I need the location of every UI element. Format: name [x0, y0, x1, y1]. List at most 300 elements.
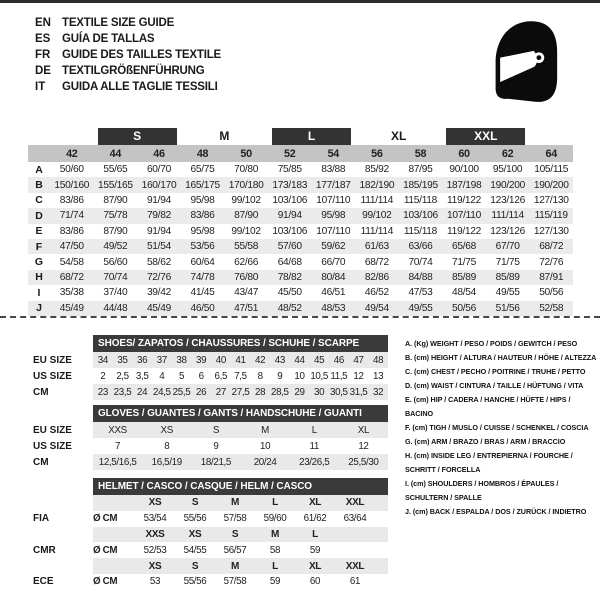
cell: 48/52 [277, 302, 302, 314]
gloves-table-body [33, 422, 388, 470]
cell: 35 [117, 354, 128, 366]
cell: 51/54 [146, 241, 171, 253]
cell: 53 [149, 576, 161, 588]
cell: 91/94 [146, 194, 171, 206]
cell: M [261, 424, 269, 436]
cell: 41 [235, 354, 246, 366]
cell: 23 [97, 386, 108, 398]
cell: 45/49 [59, 302, 84, 314]
cell: 190/200 [490, 179, 525, 191]
cell: 10 [294, 370, 305, 382]
cell: 87/90 [234, 210, 259, 222]
cell: XXS [108, 424, 127, 436]
cell: 103/106 [403, 210, 438, 222]
cell: 78/82 [277, 271, 302, 283]
cell: 111/114 [360, 194, 394, 206]
guide-title: TEXTILGRÖßENFÜHRUNG [62, 65, 205, 77]
cell: S [212, 424, 219, 436]
cell: 2,5 [116, 370, 129, 382]
cell: 74/78 [190, 271, 215, 283]
cell: 90/100 [449, 164, 479, 176]
cell: 85/92 [364, 164, 389, 176]
row-label: F [35, 240, 43, 253]
cell: 123/126 [490, 225, 525, 237]
cell: 3,5 [135, 370, 149, 382]
language-row [35, 15, 221, 31]
table-row [33, 384, 388, 400]
cell: 99/102 [231, 225, 261, 237]
cell: 46/52 [364, 287, 389, 299]
size-group-xl: XL [390, 128, 407, 143]
size-col-54: 54 [327, 147, 339, 160]
cell: 61/63 [364, 241, 389, 253]
cell: 42 [255, 354, 266, 366]
size-group-empty [54, 128, 90, 145]
cell: 55/58 [234, 241, 259, 253]
cell: 107/110 [316, 225, 351, 237]
cell: 70/80 [234, 164, 259, 176]
cell: 43 [274, 354, 285, 366]
language-row [35, 63, 221, 79]
cell: 52/53 [143, 544, 167, 556]
cell: 49/55 [408, 302, 433, 314]
table-row [33, 511, 388, 527]
cell: 99/102 [231, 194, 261, 206]
cell: 170/180 [228, 179, 264, 191]
cell: 190/200 [533, 179, 569, 191]
cell: 71/74 [59, 210, 84, 222]
row-values [93, 454, 388, 470]
row-label: CM [33, 386, 49, 398]
row-label: US SIZE [33, 370, 72, 382]
cell: 59/62 [321, 241, 346, 253]
language-code: FR [35, 49, 51, 61]
cell: 10,5 [310, 370, 328, 382]
cell: 56/57 [223, 544, 247, 556]
cell: 48/54 [452, 287, 477, 299]
cell: 83/86 [190, 210, 215, 222]
cell: 105/115 [534, 164, 569, 176]
size-col-48: 48 [196, 147, 209, 160]
cell: 72/76 [146, 271, 171, 283]
shoes-table-title: SHOES/ ZAPATOS / CHAUSSURES / SCHUHE / SCARPE [93, 335, 388, 352]
cell: 12 [353, 370, 364, 382]
language-row [35, 79, 221, 95]
cell: 45/49 [146, 302, 171, 314]
size-group-s: S [98, 128, 177, 145]
cell: 57/60 [277, 241, 302, 253]
cell: 111/114 [491, 210, 524, 222]
cell: 54/55 [183, 544, 207, 556]
cell: L [272, 497, 278, 509]
cell: 24,5 [152, 386, 171, 398]
table-row [28, 162, 573, 177]
cell: 2 [100, 370, 106, 382]
cell: 103/106 [272, 225, 308, 237]
cell: XXL [345, 560, 365, 572]
size-col-46: 46 [153, 147, 165, 160]
table-row [28, 254, 573, 269]
row-label: ECE [33, 576, 54, 588]
cell: 80/84 [321, 271, 346, 283]
cell: 82/86 [364, 271, 389, 283]
unit-cell: Ø CM [93, 544, 118, 556]
cell: 123/126 [490, 194, 525, 206]
table-row [28, 270, 573, 285]
cell: 103/106 [272, 194, 308, 206]
row-values [93, 352, 388, 368]
cell: 32 [373, 386, 384, 398]
row-label: J [36, 302, 42, 315]
size-col-50: 50 [240, 147, 252, 160]
cell: 85/89 [495, 271, 520, 283]
row-label: H [35, 271, 43, 284]
row-values [93, 368, 388, 384]
cell: 4 [159, 370, 165, 382]
cell: 25,5/30 [348, 456, 379, 468]
cell: 46 [333, 354, 344, 366]
size-group-xxl: XXL [446, 128, 525, 145]
size-col-44: 44 [109, 147, 122, 160]
cell: 23/26,5 [299, 456, 330, 468]
size-col-52: 52 [283, 147, 296, 160]
cell: 53/54 [143, 513, 167, 525]
unit-cell: Ø CM [93, 513, 118, 525]
measurement-item: A. (Kg) WEIGHT / PESO / POIDS / GEWITCH / PESO [405, 339, 578, 348]
cell: 91/94 [277, 210, 302, 222]
cell: XL [357, 424, 370, 436]
cell: 87/91 [539, 271, 564, 283]
cell: 29 [294, 386, 305, 398]
shoes-table-body [33, 352, 388, 400]
size-col-62: 62 [501, 147, 514, 160]
measurement-item: F. (cm) TIGH / MUSLO / CUISSE / SCHENKEL / COSCIA [405, 423, 589, 432]
cell: 59/60 [263, 513, 287, 525]
cell: 62/66 [234, 256, 259, 268]
helmet-size-table [33, 478, 388, 590]
cell: 36 [137, 354, 148, 366]
table-row [33, 454, 388, 470]
cell: 40 [215, 354, 226, 366]
cell: 65/68 [452, 241, 477, 253]
size-col-42: 42 [66, 147, 78, 160]
cell: 60 [309, 576, 321, 588]
cell: 48 [373, 354, 384, 366]
cell: 127/130 [533, 225, 569, 237]
helmet-logo-icon [488, 17, 564, 109]
cell: 11 [309, 440, 319, 452]
table-row [28, 239, 573, 254]
cell: 107/110 [316, 194, 351, 206]
table-row [28, 301, 573, 316]
cell: 87/95 [408, 164, 433, 176]
table-row [33, 422, 388, 438]
size-col-56: 56 [371, 147, 383, 160]
cell: 127/130 [533, 194, 569, 206]
helmet-table-title: HELMET / CASCO / CASQUE / HELM / CASCO [93, 478, 388, 495]
cell: 47 [353, 354, 364, 366]
language-code: EN [35, 17, 51, 29]
cell: 91/94 [146, 225, 171, 237]
cell: 65/75 [190, 164, 215, 176]
cell: 70/74 [103, 271, 128, 283]
cell: 55/56 [183, 513, 207, 525]
cell: M [231, 560, 239, 572]
cell: 71/75 [452, 256, 477, 268]
cell: 28,5 [270, 386, 289, 398]
cell: 46/51 [321, 287, 346, 299]
cell: 48/53 [321, 302, 346, 314]
table-row [33, 574, 388, 590]
cell: 38 [176, 354, 187, 366]
row-label [33, 495, 93, 511]
cell: 12,5/16,5 [98, 456, 137, 468]
cell: 87/90 [103, 225, 128, 237]
language-code: ES [35, 33, 51, 45]
cell: 49/52 [103, 241, 128, 253]
row-label: CM [33, 456, 49, 468]
cell: 27 [215, 386, 226, 398]
cell: 95/98 [190, 194, 215, 206]
gloves-table-title: GLOVES / GUANTES / GANTS / HANDSCHUHE / GUANTI [93, 405, 388, 422]
table-row [33, 438, 388, 454]
cell: 115/118 [403, 194, 438, 206]
cell: 165/175 [185, 179, 220, 191]
cell: 76/80 [234, 271, 259, 283]
row-label: EU SIZE [33, 424, 72, 436]
language-title-list [35, 15, 221, 95]
cell: 84/88 [408, 271, 433, 283]
cell: 95/98 [190, 225, 215, 237]
cell: 56/60 [103, 256, 128, 268]
row-label: D [35, 209, 43, 222]
row-label: G [34, 256, 44, 269]
row-label [33, 558, 93, 574]
cell: 60/64 [190, 256, 215, 268]
cell: 61/62 [303, 513, 327, 525]
cell: 47/53 [408, 287, 433, 299]
cell: 51/56 [495, 302, 520, 314]
cell: 44/48 [103, 302, 128, 314]
cell: 63/64 [343, 513, 367, 525]
cell: 187/198 [446, 179, 482, 191]
language-code: IT [35, 81, 46, 93]
cell: XXS [145, 528, 165, 540]
cell: 60/70 [146, 164, 171, 176]
cell: 160/170 [141, 179, 177, 191]
cell: S [191, 560, 199, 572]
cell: 70/74 [408, 256, 433, 268]
cell: 47/50 [59, 241, 84, 253]
row-values [93, 438, 388, 454]
cell: 39/42 [146, 287, 171, 299]
cell: M [271, 528, 279, 540]
row-values [93, 558, 388, 574]
cell: S [231, 528, 239, 540]
cell: 50/56 [452, 302, 477, 314]
row-label: FIA [33, 513, 50, 525]
dashed-divider [0, 316, 600, 318]
cell: 28 [255, 386, 266, 398]
cell: 6,5 [214, 370, 228, 382]
guide-title: GUÍA DE TALLAS [62, 33, 155, 45]
cell: 87/90 [103, 194, 128, 206]
cell: L [272, 560, 278, 572]
cell: 83/88 [321, 164, 346, 176]
cell: 71/75 [495, 256, 520, 268]
row-values [93, 574, 388, 590]
measurement-item: G. (cm) ARM / BRAZO / BRAS / ARM / BRACCIO [405, 437, 566, 446]
cell: 79/82 [146, 210, 171, 222]
cell: 59 [309, 544, 321, 556]
cell: L [311, 424, 317, 436]
guide-title: GUIDE DES TAILLES TEXTILE [62, 49, 221, 61]
cell: 61 [349, 576, 361, 588]
measurement-item: D. (cm) WAIST / CINTURA / TAILLE / HÜFTUNG / VITA [405, 381, 584, 390]
helmet-table-body [33, 495, 388, 590]
cell: 64/68 [277, 256, 302, 268]
cell: 23,5 [113, 386, 132, 398]
cell: 46/50 [190, 302, 215, 314]
cell: 6 [198, 370, 204, 382]
measurement-item: B. (cm) HEIGHT / ALTURA / HAUTEUR / HÖHE / ALTEZZA [405, 353, 597, 362]
row-values [93, 542, 388, 558]
cell: 67/70 [495, 241, 520, 253]
cell: 47/51 [234, 302, 259, 314]
table-row [28, 177, 573, 192]
cell: 68/72 [364, 256, 389, 268]
row-values [93, 527, 388, 543]
cell: 115/118 [403, 225, 438, 237]
row-label: EU SIZE [33, 354, 72, 366]
cell: 20/24 [253, 456, 277, 468]
cell: 44 [294, 354, 305, 366]
cell: 16,5/19 [151, 456, 182, 468]
table-row [33, 527, 388, 543]
cell: 41/45 [190, 287, 215, 299]
table-row [33, 368, 388, 384]
size-col-60: 60 [458, 147, 470, 160]
cell: 26 [196, 386, 207, 398]
cell: 63/66 [408, 241, 433, 253]
cell: 54/58 [59, 256, 84, 268]
cell: 43/47 [234, 287, 259, 299]
size-group-empty [533, 128, 569, 145]
row-label: E [35, 225, 43, 238]
cell: 9 [277, 370, 283, 382]
cell: 55/56 [183, 576, 207, 588]
row-label: B [35, 179, 43, 192]
cell: 24 [137, 386, 148, 398]
cell: 83/86 [59, 225, 84, 237]
cell: 75/85 [277, 164, 302, 176]
cell: 5 [178, 370, 185, 382]
cell: XL [308, 497, 322, 509]
cell: 68/72 [539, 241, 564, 253]
size-col-64: 64 [545, 147, 557, 160]
cell: S [191, 497, 199, 509]
numeric-size-row [28, 145, 573, 162]
cell: 9 [213, 440, 219, 452]
cell: XS [148, 497, 162, 509]
cell: 185/195 [403, 179, 438, 191]
cell: 59 [269, 576, 281, 588]
measurement-item: H. (cm) INSIDE LEG / ENTREPIERNA / FOURCHE / SCHRITT / FORCELLA [405, 451, 573, 474]
cell: 111/114 [360, 225, 394, 237]
table-row [33, 495, 388, 511]
cell: 8 [257, 370, 263, 382]
cell: 25,5 [172, 386, 191, 398]
cell: 12 [358, 440, 369, 452]
measurement-item: I. (cm) SHOULDERS / HOMBROS / ÉPAULES / SCHULTERN / SPALLE [405, 479, 559, 502]
row-values [93, 384, 388, 400]
cell: 66/70 [321, 256, 346, 268]
cell: 75/78 [103, 210, 128, 222]
table-row [28, 193, 573, 208]
cell: XL [308, 560, 322, 572]
cell: 50/60 [59, 164, 84, 176]
textile-size-table [28, 127, 573, 316]
table-row [33, 352, 388, 368]
cell: 52/58 [539, 302, 564, 314]
cell: 45 [314, 354, 325, 366]
cell: 11,5 [330, 370, 348, 382]
cell: 173/183 [272, 179, 308, 191]
language-code: DE [35, 65, 51, 77]
table-row [28, 208, 573, 223]
cell: 50/56 [539, 287, 564, 299]
cell: 45/50 [277, 287, 302, 299]
cell: 30 [314, 386, 325, 398]
size-group-row [28, 127, 573, 145]
row-label: US SIZE [33, 440, 72, 452]
cell: 182/190 [359, 179, 395, 191]
cell: 30,5 [329, 386, 348, 398]
cell: 34 [97, 354, 108, 366]
row-values [93, 495, 388, 511]
cell: 7 [115, 440, 121, 452]
guide-title: TEXTILE SIZE GUIDE [62, 17, 175, 29]
cell: 7,5 [234, 370, 247, 382]
cell: 119/122 [447, 225, 482, 237]
cell: 49/54 [364, 302, 389, 314]
shoes-size-table [33, 335, 388, 400]
cell: 57/58 [223, 513, 247, 525]
row-values [93, 511, 388, 527]
cell: 155/165 [98, 179, 133, 191]
cell: 58/62 [146, 256, 171, 268]
cell: 13 [373, 370, 384, 382]
table-row [28, 285, 573, 300]
cell: 72/76 [539, 256, 564, 268]
row-label [33, 527, 93, 543]
cell: 85/89 [452, 271, 477, 283]
measurement-item: E. (cm) HIP / CADERA / HANCHE / HÜFTE / HIPS / BACINO [405, 395, 571, 418]
row-values [93, 422, 388, 438]
cell: XXL [345, 497, 365, 509]
size-group-m: M [219, 128, 230, 143]
language-row [35, 31, 221, 47]
cell: 115/119 [534, 210, 568, 222]
cell: 37 [156, 354, 167, 366]
cell: 18/21,5 [200, 456, 232, 468]
gloves-size-table [33, 405, 388, 470]
row-label: C [35, 194, 43, 207]
row-label: I [37, 286, 41, 299]
row-label: A [35, 163, 43, 176]
cell: 31,5 [349, 386, 368, 398]
size-col-58: 58 [414, 147, 427, 160]
